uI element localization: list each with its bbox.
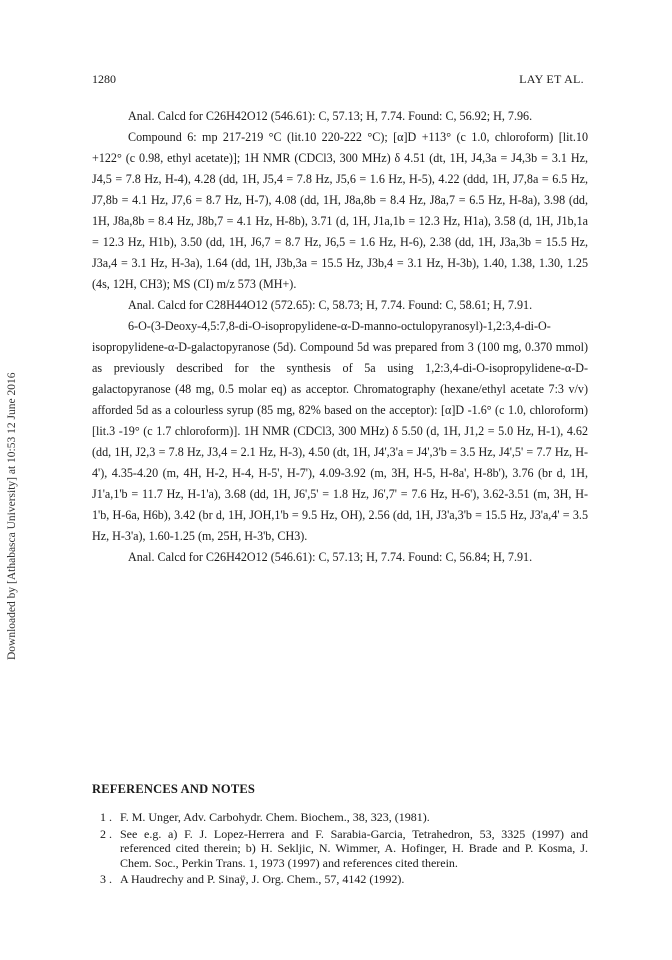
reference-list	[92, 810, 588, 889]
paragraph-analysis-5d: Anal. Calcd for C26H42O12 (546.61): C, 57.13; H, 7.74. Found: C, 56.84; H, 7.91.	[128, 550, 533, 564]
download-watermark: Downloaded by [Athabasca University] at 10:53 12 June 2016	[6, 372, 18, 660]
reference-number: 1 .	[100, 810, 112, 824]
paragraph-compound-5d: 6-O-(3-Deoxy-4,5:7,8-di-O-isopropylidene-α-D-manno-octulopyranosyl)-1,2:3,4-di-O-isopropylidene-α-D-galactopyranose (5d). Compound 5d was prepared from 3 (100 mg, 0.370 mmol) as previously described for the synthesis of 5a using 1,2:3,4-di-O-isopropylidene-α-D-galactopyranose (48 mg, 0.5 molar eq) as acceptor. Chromatography (hexane/ethyl acetate 7:3 v/v) afforded 5d as a colourless syrup (85 mg, 82% based on the acceptor): [α]D -1.6° (c 1.0, chloroform) [lit.3 -19° (c 1.7 chloroform)]. 1H NMR (CDCl3, 300 MHz) δ 5.50 (d, 1H, J1,2 = 5.0 Hz, H-1), 4.62 (dd, 1H, J2,3 = 7.8 Hz, J3,4 = 2.1 Hz, H-3), 4.50 (dt, 1H, J4',3'a = J4',3'b = 3.5 Hz, J4',5' = 7.7 Hz, H-4'), 4.35-4.20 (m, 4H, H-2, H-4, H-5', H-7'), 4.09-3.92 (m, 3H, H-5, H-8a', H-8b'), 3.76 (br d, 1H, J1'a,1'b = 11.7 Hz, H-1'a), 3.68 (dd, 1H, J6',5' = 1.8 Hz, J6',7' = 7.6 Hz, H-6'), 3.62-3.51 (m, 3H, H-1'b, H-6a, H6b), 3.42 (br d, 1H, JOH,1'b = 9.5 Hz, OH), 2.56 (dd, 1H, J3'a,3'b = 15.5 Hz, J3'a,4' = 3.5 Hz, H-3'a), 1.60-1.25 (m, 25H, H-3'b, CH3).	[92, 319, 588, 543]
paragraph-analysis-6: Anal. Calcd for C28H44O12 (572.65): C, 58.73; H, 7.74. Found: C, 58.61; H, 7.91.	[128, 298, 533, 312]
reference-item	[92, 810, 588, 825]
paragraph-compound-6: Compound 6: mp 217-219 °C (lit.10 220-222 °C); [α]D +113° (c 1.0, chloroform) [lit.10 +122° (c 0.98, ethyl acetate)]; 1H NMR (CDCl3, 300 MHz) δ 4.51 (dt, 1H, J4,3a = J4,3b = 3.1 Hz, J4,5 = 7.8 Hz, H-4), 4.28 (dd, 1H, J5,4 = 7.8 Hz, J5,6 = 1.6 Hz, H-5), 4.22 (ddd, 1H, J7,8a = 6.5 Hz, J7,8b = 4.1 Hz, J7,6 = 8.7 Hz, H-7), 4.08 (dd, 1H, J8a,8b = 8.4 Hz, J8a,7 = 6.5 Hz, H-8a), 3.98 (dd, 1H, J8a,8b = 8.4 Hz, J8b,7 = 4.1 Hz, H-8b), 3.71 (d, 1H, J1a,1b = 12.3 Hz, H1a), 3.58 (d, 1H, J1b,1a = 12.3 Hz, H1b), 3.50 (dd, 1H, J6,7 = 8.7 Hz, J6,5 = 1.6 Hz, H-6), 2.38 (dd, 1H, J3a,3b = 15.5 Hz, J3a,4 = 3.1 Hz, H-3a), 1.64 (dd, 1H, J3b,3a = 15.5 Hz, J3b,4 = 3.1 Hz, H-3b), 1.40, 1.38, 1.30, 1.25 (4s, 12H, CH3); MS (CI) m/z 573 (MH+).	[92, 130, 588, 291]
running-head: LAY ET AL.	[519, 72, 584, 86]
reference-number: 3 .	[100, 872, 112, 886]
references-heading: REFERENCES AND NOTES	[92, 782, 256, 796]
reference-text: See e.g. a) F. J. Lopez-Herrera and F. Sarabia-Garcia, Tetrahedron, 53, 3325 (1997) and referenced cited therein; b) H. Sekljic, N. Wimmer, A. Hofinger, H. Brade and P. Kosma, J. Chem. Soc., Perkin Trans. 1, 1973 (1997) and references cited therein.	[120, 826, 588, 870]
body-text	[92, 106, 588, 568]
paragraph-analysis-5c: Anal. Calcd for C26H42O12 (546.61): C, 57.13; H, 7.74. Found: C, 56.92; H, 7.96.	[128, 109, 533, 123]
page-number: 1280	[92, 72, 116, 86]
reference-text: A Haudrechy and P. Sinaÿ, J. Org. Chem., 57, 4142 (1992).	[120, 872, 405, 886]
reference-item	[92, 827, 588, 871]
reference-number: 2 .	[100, 826, 112, 841]
reference-text: F. M. Unger, Adv. Carbohydr. Chem. Biochem., 38, 323, (1981).	[120, 810, 430, 824]
reference-item	[92, 872, 588, 887]
